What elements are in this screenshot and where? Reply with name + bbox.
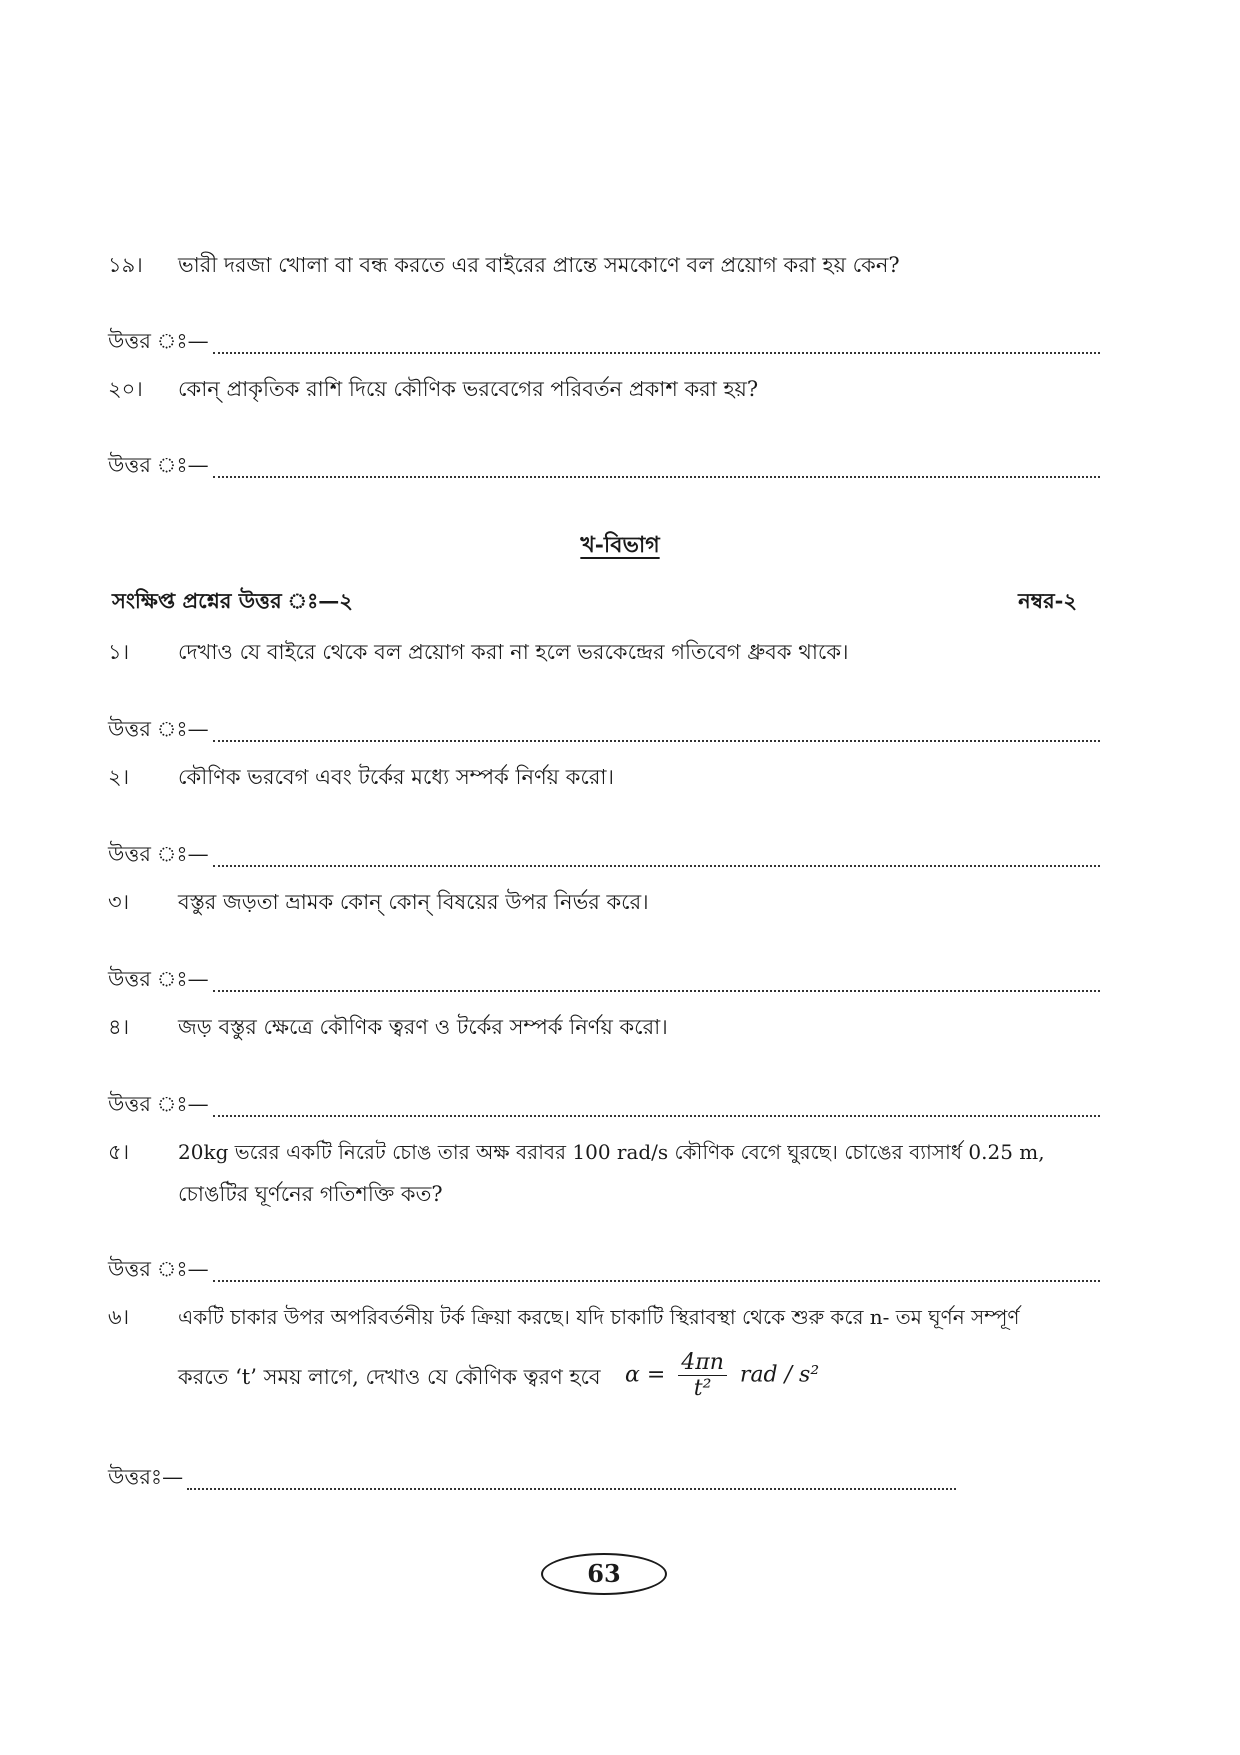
formula-unit: rad / s² — [739, 1362, 820, 1388]
answer-label: উত্তর ঃ— — [108, 329, 209, 353]
question-text: দেখাও যে বাইরে থেকে বল প্রয়োগ করা না হলে ভরকেন্দ্রের গতিবেগ ধ্রুবক থাকে। — [178, 640, 849, 664]
answer-dots — [213, 1279, 1100, 1282]
question-number: ৩। — [108, 890, 130, 914]
question-text-line1: 20kg ভরের একটি নিরেট চোঙ তার অক্ষ বরাবর 100 rad/s কৌণিক বেগে ঘুরছে। চোঙের ব্যাসার্ধ 0.25 m, — [178, 1140, 1045, 1164]
formula-denominator: t² — [693, 1376, 712, 1401]
section-title-text: খ-বিভাগ — [580, 532, 660, 558]
formula-fraction — [678, 1350, 727, 1401]
answer-dots — [213, 1114, 1100, 1117]
answer-line — [108, 330, 1100, 360]
question-text-line1: একটি চাকার উপর অপরিবর্তনীয় টর্ক ক্রিয়া করছে। যদি চাকাটি স্থিরাবস্থা থেকে শুরু করে n- তম ঘূর্ণন সম্পূর্ণ — [178, 1305, 1020, 1329]
question-number: ২০। — [108, 377, 143, 401]
question-text-line2: চোঙটির ঘূর্ণনের গতিশক্তি কত? — [178, 1182, 443, 1206]
answer-dots — [213, 739, 1100, 742]
question-b5 — [108, 1135, 1100, 1215]
angular-acceleration-formula — [625, 1350, 819, 1401]
answer-label: উত্তর ঃ— — [108, 717, 209, 741]
question-text: জড় বস্তুর ক্ষেত্রে কৌণিক ত্বরণ ও টর্কের সম্পর্ক নির্ণয় করো। — [178, 1015, 668, 1039]
answer-label: উত্তর ঃ— — [108, 1257, 209, 1281]
answer-label: উত্তরঃ— — [108, 1465, 184, 1489]
answer-label: উত্তর ঃ— — [108, 453, 209, 477]
question-text: বস্তুর জড়তা ভ্রামক কোন্ কোন্ বিষয়ের উপর নির্ভর করে। — [178, 890, 649, 914]
answer-line — [108, 1093, 1100, 1123]
answer-line — [108, 454, 1100, 484]
answer-line — [108, 968, 1100, 998]
question-number: ১৯। — [108, 253, 143, 277]
answer-dots — [213, 475, 1100, 478]
answer-dots — [213, 864, 1100, 867]
question-number: ১। — [108, 640, 130, 664]
formula-lhs: α = — [625, 1362, 666, 1388]
section-subtitle: সংক্ষিপ্ত প্রশ্নের উত্তর ঃ—২ — [112, 588, 353, 613]
question-number: ৬। — [108, 1305, 130, 1329]
question-text: কৌণিক ভরবেগ এবং টর্কের মধ্যে সম্পর্ক নির্ণয় করো। — [178, 765, 615, 789]
answer-line — [108, 1258, 1100, 1288]
answer-line-last — [108, 1466, 956, 1496]
section-title — [0, 528, 1240, 565]
answer-label: উত্তর ঃ— — [108, 1092, 209, 1116]
page-number: 63 — [541, 1553, 667, 1595]
question-number: ৫। — [108, 1140, 130, 1164]
question-text-line2: করতে ‘t’ সময় লাগে, দেখাও যে কৌণিক ত্বরণ হবে — [178, 1365, 601, 1389]
question-number: ২। — [108, 765, 130, 789]
answer-label: উত্তর ঃ— — [108, 842, 209, 866]
formula-numerator: 4πn — [678, 1350, 727, 1376]
answer-line — [108, 843, 1100, 873]
question-number: ৪। — [108, 1015, 130, 1039]
section-marks: নম্বর-২ — [1018, 588, 1077, 613]
answer-dots — [213, 351, 1100, 354]
question-text: ভারী দরজা খোলা বা বন্ধ করতে এর বাইরের প্রান্তে সমকোণে বল প্রয়োগ করা হয় কেন? — [178, 253, 900, 277]
answer-line — [108, 718, 1100, 748]
answer-label: উত্তর ঃ— — [108, 967, 209, 991]
question-b6 — [108, 1300, 1100, 1400]
answer-dots — [187, 1487, 956, 1490]
answer-dots — [213, 989, 1100, 992]
question-text: কোন্ প্রাকৃতিক রাশি দিয়ে কৌণিক ভরবেগের পরিবর্তন প্রকাশ করা হয়? — [178, 377, 759, 401]
